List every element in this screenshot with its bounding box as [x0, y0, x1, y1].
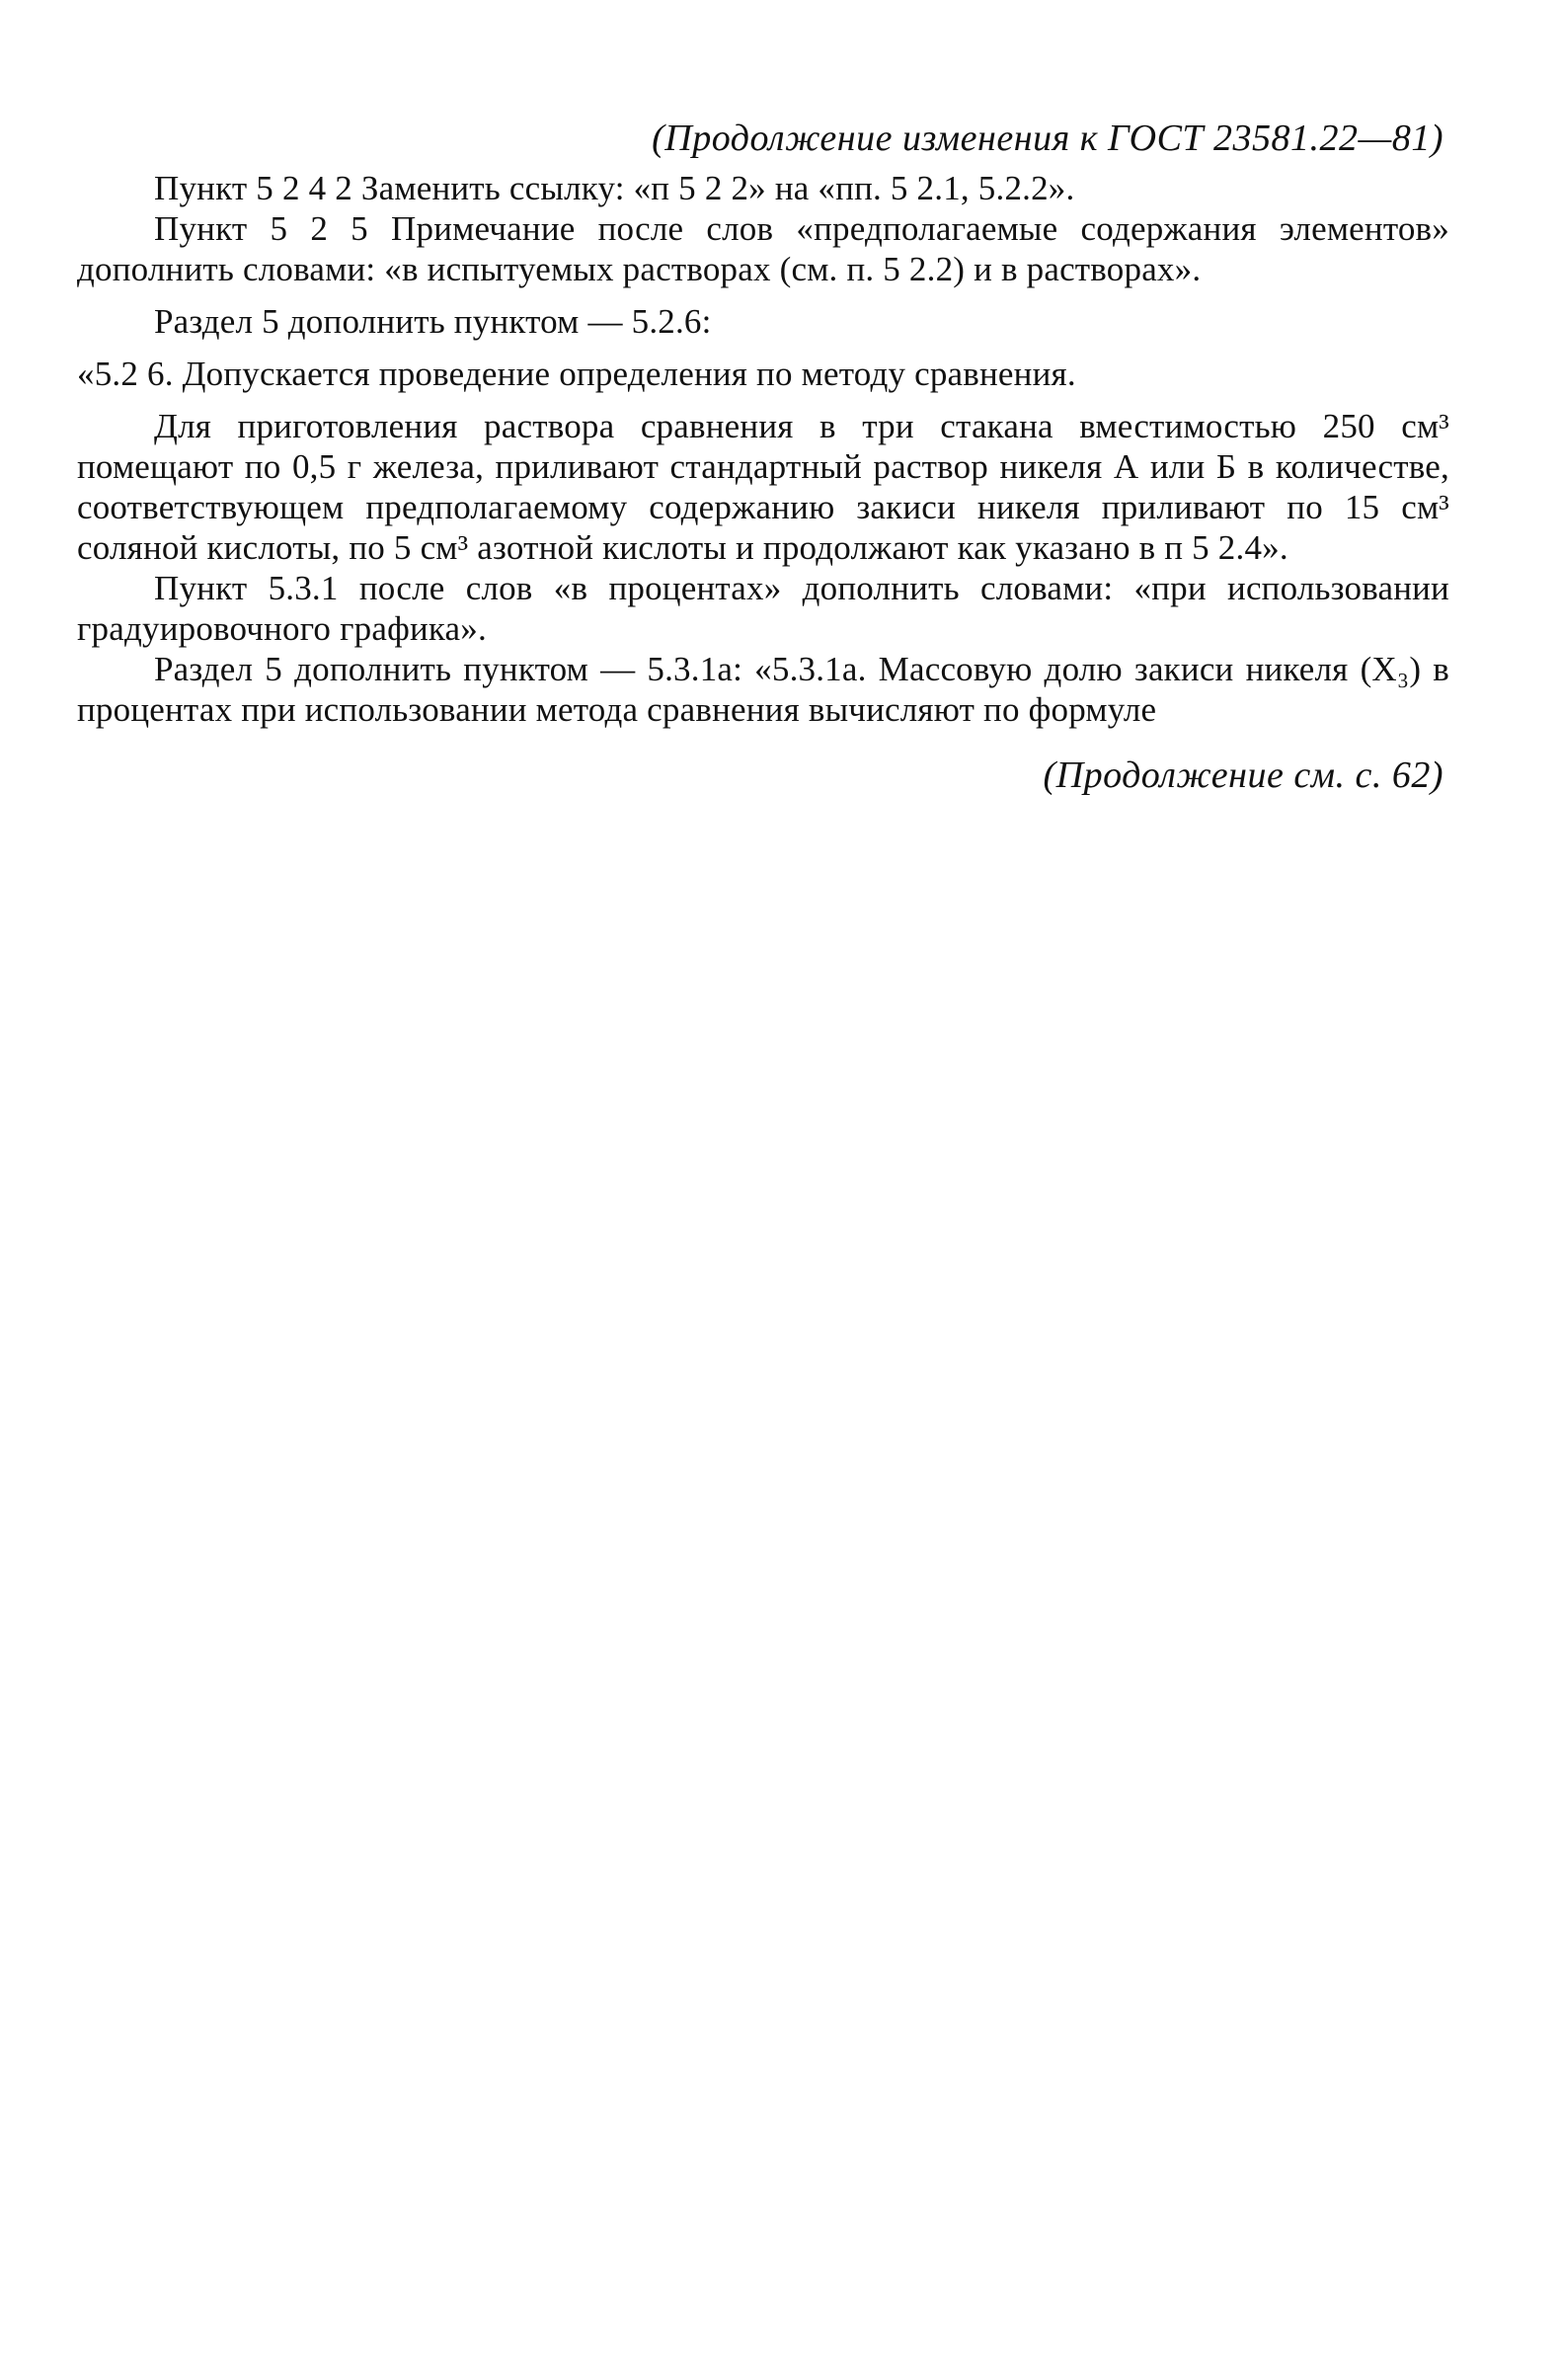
page-footer-continuation: (Продолжение см. с. 62) — [1043, 754, 1443, 796]
paragraph-5-2-6: «5.2 6. Допускается проведение определения по методу сравнения. — [77, 355, 1076, 393]
document-page — [77, 111, 1449, 803]
paragraph-section-5-add-5-2-6: Раздел 5 дополнить пунктом — 5.2.6: — [154, 302, 712, 341]
paragraph-5-2-5: Пункт 5 2 5 Примечание после слов «предполагаемые содержания элементов» дополнить словами: «в испытуемых растворах (см. п. 5 2.2) и в растворах». — [77, 209, 1449, 288]
paragraph-5-3-1a: Раздел 5 дополнить пунктом — 5.3.1а: «5.3.1а. Массовую долю закиси никеля (X₃) в процентах при использовании метода сравнения вычисляют по формуле — [77, 650, 1449, 729]
paragraph-5-2-4-2: Пункт 5 2 4 2 Заменить ссылку: «п 5 2 2» на «пп. 5 2.1, 5.2.2». — [154, 169, 1075, 207]
page-header-continuation: (Продолжение изменения к ГОСТ 23581.22—81) — [652, 118, 1443, 159]
paragraph-5-3-1: Пункт 5.3.1 после слов «в процентах» дополнить словами: «при использовании градуировочного графика». — [77, 569, 1449, 648]
paragraph-comparison-solution: Для приготовления раствора сравнения в три стакана вместимостью 250 см³ помещают по 0,5 г железа, приливают стандартный раствор никеля А или Б в количестве, соответствующем предполагаемому содержанию закиси никеля приливают по 15 см³ соляной кислоты, по 5 см³ азотной кислоты и продолжают как указано в п 5 2.4». — [77, 407, 1449, 567]
